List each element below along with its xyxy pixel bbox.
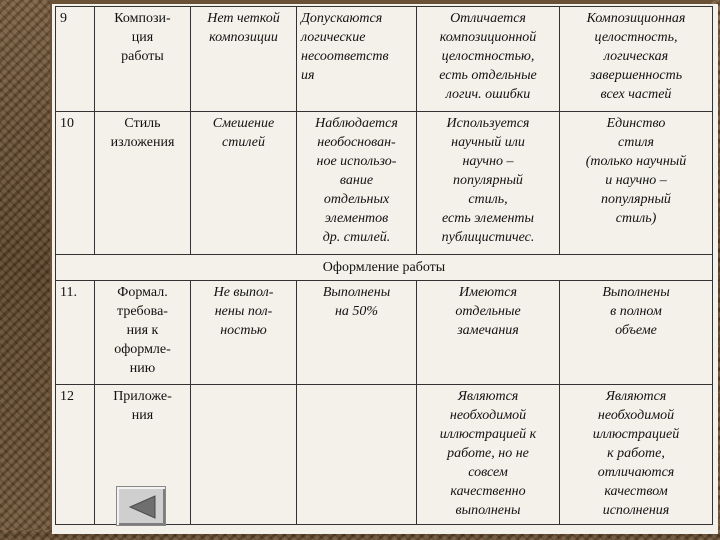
criteria-table xyxy=(55,6,713,525)
score-cell: Смешение стилей xyxy=(191,112,297,255)
score-cell: Единство стиля (только научный и научно – популярный стиль) xyxy=(560,112,713,255)
score-cell: Допускаются логические несоответств ия xyxy=(297,7,417,112)
score-cell: Выполнены в полном объеме xyxy=(560,281,713,385)
score-cell: Являются необходимой иллюстрацией к работе, отличаются качеством исполнения xyxy=(560,385,713,525)
score-cell xyxy=(191,385,297,525)
row-number: 11. xyxy=(56,281,95,385)
score-cell: Нет четкой композиции xyxy=(191,7,297,112)
criterion-name: Приложе- ния xyxy=(95,385,191,525)
criterion-name: Стиль изложения xyxy=(95,112,191,255)
row-number: 9 xyxy=(56,7,95,112)
wood-frame-left xyxy=(0,0,50,540)
row-number: 12 xyxy=(56,385,95,525)
table-row xyxy=(56,7,713,112)
section-title: Оформление работы xyxy=(56,255,713,281)
score-cell: Не выпол- нены пол- ностью xyxy=(191,281,297,385)
score-cell xyxy=(297,385,417,525)
score-cell: Выполнены на 50% xyxy=(297,281,417,385)
triangle-left-icon xyxy=(127,494,157,520)
table-row xyxy=(56,112,713,255)
score-cell: Композиционная целостность, логическая завершенность всех частей xyxy=(560,7,713,112)
score-cell: Имеются отдельные замечания xyxy=(417,281,560,385)
criterion-name: Компози- ция работы xyxy=(95,7,191,112)
score-cell: Наблюдается необоснован- ное использо- вание отдельных элементов др. стилей. xyxy=(297,112,417,255)
score-cell: Используется научный или научно – популярный стиль, есть элементы публицистичес. xyxy=(417,112,560,255)
table-row xyxy=(56,281,713,385)
section-header-row xyxy=(56,255,713,281)
score-cell: Отличается композиционной целостностью, есть отдельные логич. ошибки xyxy=(417,7,560,112)
back-button[interactable] xyxy=(116,486,166,526)
row-number: 10 xyxy=(56,112,95,255)
score-cell: Являются необходимой иллюстрацией к работе, но не совсем качественно выполнены xyxy=(417,385,560,525)
criterion-name: Формал. требова- ния к оформле- нию xyxy=(95,281,191,385)
